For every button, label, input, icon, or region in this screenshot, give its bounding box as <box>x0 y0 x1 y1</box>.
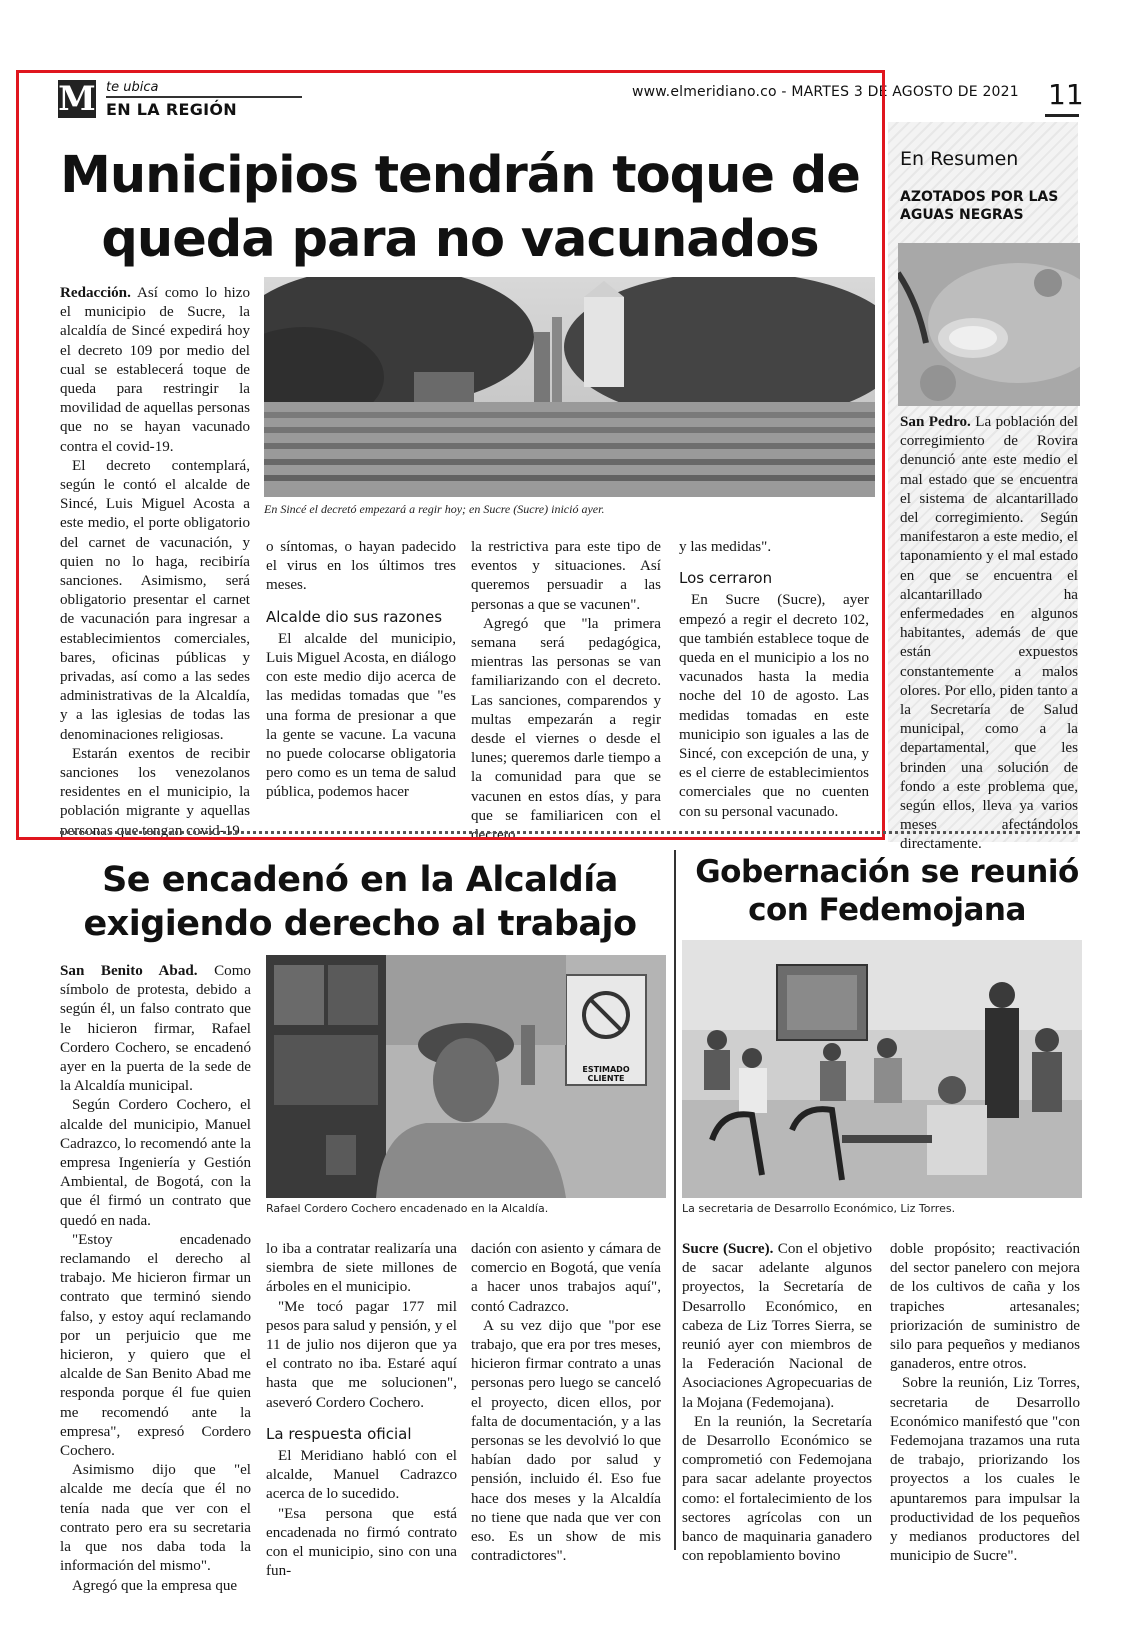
highlight-frame <box>16 70 885 840</box>
right-column-1 <box>682 1240 872 1566</box>
sewage-photo <box>898 243 1080 406</box>
dateline: Sucre (Sucre). <box>682 1241 774 1257</box>
paragraph: Sobre la reunión, Liz Torres, secretaria de Desarrollo Económico manifestó que "con Fedemojana trazamos una ruta de trabajo, priorizando los proyectos a los cuales le apuntaremos para impulsar la productividad de los pequeños y medianos productores del municipio de Sucre". <box>890 1375 1080 1565</box>
paragraph: "Estoy encadenado reclamando el derecho al trabajo. Me hicieron firmar un contrato que terminó siendo falso, y estoy aquí reclamando por un perjuicio que me hicieron, y quiero que el alcalde de San Benito Abad me responda porque él fue quien me recomendó ante la empresa", expresó Cordero Cochero. <box>60 1231 251 1460</box>
paragraph: Así como lo hizo el municipio de Sucre, la alcaldía de Sincé expedirá hoy el decreto 109 por medio del cual se establecerá toque de queda para restringir la movilidad de aquellas personas que no se hayan vacunado contra el covid-19. <box>60 285 250 455</box>
paragraph: El decreto contemplará, según le contó el alcalde de Sincé, Luis Miguel Acosta a este medio, el porte obligatorio del carnet de vacunación, y quien no lo haga, recibiría sanciones. Asimismo, será obligatorio presentar el carnet de vacunación para ingresar a establecimientos comerciales, bares, oficinas públicas y privadas, así como a las sedes administrativas de la Alcaldía, y a las iglesias de todas las denominaciones religiosas. <box>60 457 250 743</box>
sidebar-kicker <box>900 188 1058 224</box>
section-divider-dotted <box>60 831 1080 834</box>
right-photo-caption: La secretaria de Desarrollo Económico, Liz Torres. <box>682 1202 956 1215</box>
paragraph: y las medidas". <box>679 539 772 555</box>
poster-title: ESTIMADO CLIENTE <box>582 1065 630 1083</box>
left-headline-line2: exigiendo derecho al trabajo <box>83 904 637 944</box>
paragraph: doble propósito; reactivación del sector panelero con mejora de los cultivos de caña y los trapiches artesanales; priorización de suministro de silo para pequeños y medianos ganaderos, entre otros. <box>890 1241 1080 1373</box>
main-headline-line2: queda para no vacunados <box>101 210 819 269</box>
main-photo-caption: En Sincé el decretó empezará a regir hoy; en Sucre (Sucre) inició ayer. <box>264 502 605 516</box>
paragraph: A su vez dijo que "por ese trabajo, que era por tres meses, hicieron firmar contrato a unas personas pero luego se canceló el proyecto, dicen ellos, por falta de documentación, y a las personas se les devolvió lo que habían dado por salud y pensión, incluido él. Eso fue hace dos meses y la Alcaldía no tiene que nada que ver con eso. Es un show de mis contradictores". <box>471 1317 661 1565</box>
paragraph: En la reunión, la Secretaría de Desarrollo Económico se comprometió con Fedemojana para sacar adelante proyectos como: el fortalecimiento de los sectores agrícolas con un banco de maquinaria ganadero con repoblamiento bovino <box>682 1413 872 1565</box>
left-column-3 <box>471 1240 661 1566</box>
paragraph: En Sucre (Sucre), ayer empezó a regir el decreto 102, que también establece toque de queda en el municipio a los no vacunados hasta la media noche del 10 de agosto. Las medidas tomadas en este municipio son iguales a las de Sincé, con excepción de una, y es el cierre de establecimientos comerciales que no cuenten con su personal vacunado. <box>679 592 869 820</box>
paragraph: dación con asiento y cámara de comercio en Bogotá, que venía a hacer unos trabajos aquí", contó Cadrazco. <box>471 1241 661 1315</box>
dateline: Redacción. <box>60 285 131 301</box>
paragraph: la restrictiva para este tipo de eventos y situaciones. Así queremos persuadir a las personas a que se vacunen". <box>471 539 661 613</box>
section-title: EN LA REGIÓN <box>106 100 237 119</box>
page-number-rule <box>1045 114 1079 117</box>
page-number: 11 <box>1048 78 1084 111</box>
paragraph: "Me tocó pagar 177 mil pesos para salud y pensión, y el 11 de julio nos dijeron que ya el contrato no iba. Estaré aquí hasta que me solucionen", aseveró Cordero Cochero. <box>266 1298 457 1411</box>
left-photo-caption: Rafael Cordero Cochero encadenado en la Alcaldía. <box>266 1202 549 1215</box>
paragraph: Según Cordero Cochero, el alcalde del municipio, Manuel Cadrazco, lo recomendó ante la empresa Ingeniería y Gestión Ambiental, de Bogotá, con la que él firmó un contrato que quedó en nada. <box>60 1097 251 1229</box>
dateline: San Pedro. <box>900 414 971 430</box>
sidebar-body <box>900 413 1078 855</box>
paragraph: Agregó que "la primera semana será pedagógica, mientras las personas se van familiarizando con el decreto. Las sanciones, comparendos y multas empezarán a regir desde el viernes o desde el lunes; queremos darle tiempo a la comunidad para que se vacunen en estos días, y para que se familiaricen con el decreto <box>471 615 661 844</box>
chained-man-photo <box>266 955 666 1198</box>
dateline: San Benito Abad. <box>60 963 198 979</box>
sidebar-title: En Resumen <box>900 148 1019 170</box>
paragraph: La población del corregimiento de Rovira denunció ante este medio el mal estado que se encuentra el sistema de alcantarillado del corregimiento. Según manifestaron a este medio, el taponamiento y el mal estado en que se encuentra el alcantarillado ha enfermedades en algunos habitantes, además de que están expuestos constantemente a malos olores. Por ello, piden tanto a la Secretaría de Salud municipal, como a la departamental, que les brinden una solución de fondo a este problema que, según ellos, lleva ya varios meses afectándolos directamente. <box>900 414 1078 853</box>
subheading: Alcalde dio sus razones <box>266 607 443 626</box>
paragraph: Asimismo dijo que "el alcalde me decía que él no tenía nada que ver con el contrato pero era su secretaria la que nos daba toda la información del mismo". <box>60 1462 251 1575</box>
main-headline-line1: Municipios tendrán toque de <box>60 146 860 205</box>
section-kicker: te ubica <box>106 80 159 95</box>
paragraph: "Esa persona que está encadenada no firmó contrato con el municipio, sino con una fun- <box>266 1505 457 1580</box>
left-column-1 <box>60 962 251 1596</box>
left-headline-line1: Se encadenó en la Alcaldía <box>102 860 618 900</box>
paragraph: El Meridiano habló con el alcalde, Manuel Cadrazco acerca de lo sucedido. <box>266 1448 457 1503</box>
paragraph: Con el objetivo de sacar adelante algunos proyectos, la Secretaría de Desarrollo Económico, en cabeza de Liz Torres Sierra, se reunió ayer con miembros de la Federación Nacional de Asociaciones Agropecuarias de la Mojana (Fedemojana). <box>682 1241 873 1411</box>
site-date-line: www.elmeridiano.co - MARTES 3 DE AGOSTO DE 2021 <box>632 84 1019 100</box>
right-column-2 <box>890 1240 1080 1566</box>
subheading: La respuesta oficial <box>266 1424 412 1443</box>
right-headline-line1: Gobernación se reunió <box>695 854 1079 890</box>
sidebar-kicker-line2: AGUAS NEGRAS <box>900 207 1024 223</box>
meeting-photo <box>682 940 1082 1198</box>
paragraph: Estarán exentos de recibir sanciones los venezolanos residentes en el municipio, la población migrante y aquellas personas que tengan covid-19 <box>60 745 250 839</box>
right-headline-line2: con Fedemojana <box>748 892 1026 928</box>
left-story-headline <box>50 858 670 946</box>
paragraph: El alcalde del municipio, Luis Miguel Acosta, en diálogo con este medio dijo acerca de las medidas tomadas que "es una forma de presionar a que la gente se vacune. La vacuna no puede colocarse obligatoria pero como es un tema de salud pública, podemos hacer <box>266 630 456 801</box>
paragraph: o síntomas, o hayan padecido el virus en los últimos tres meses. <box>266 539 456 594</box>
subheading: Los cerraron <box>679 569 773 588</box>
paragraph: lo iba a contratar realizaría una siembra de siete millones de árboles en el municipio. <box>266 1241 457 1296</box>
paragraph: Agregó que la empresa que <box>72 1577 238 1594</box>
newspaper-logo: M <box>58 79 96 119</box>
left-column-2 <box>266 1240 457 1581</box>
paragraph: Como símbolo de protesta, debido a según él, un falso contrato que le hicieron firmar, Rafael Cordero Cochero, se encadenó ayer en la puerta de la sede de la Alcaldía municipal. <box>60 963 251 1095</box>
right-story-headline <box>682 853 1092 929</box>
column-rule <box>674 850 676 1550</box>
sidebar-kicker-line1: AZOTADOS POR LAS <box>900 189 1059 205</box>
